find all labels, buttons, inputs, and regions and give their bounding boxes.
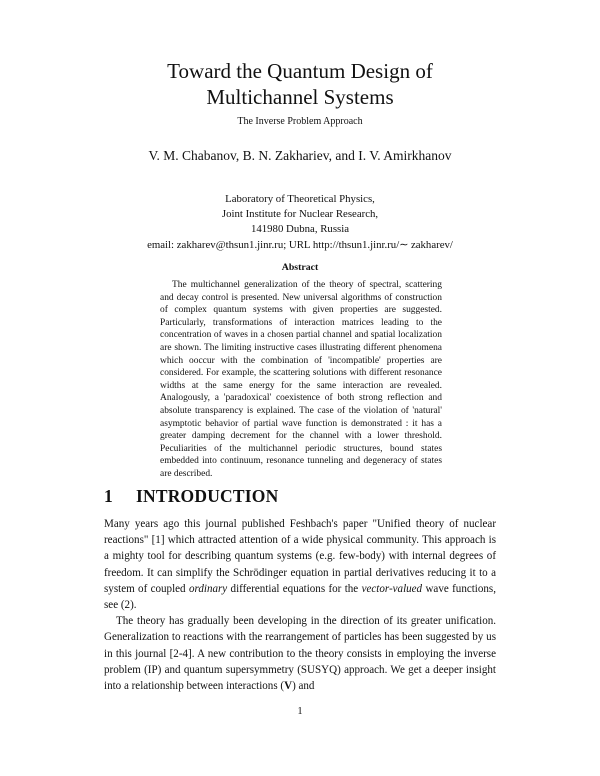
emphasis-text: vector-valued — [361, 582, 423, 595]
affiliation-line: Laboratory of Theoretical Physics, — [225, 193, 375, 205]
page-number: 1 — [297, 706, 303, 717]
abstract-body — [160, 279, 442, 481]
paragraph-text: Many years ago this journal published Feshbach's paper "Unified theory of nuclear reactions" [1] which attracted attention of a wide physical community. This approach is a mighty tool for describing quantum systems (e.g. few-body) with internal degrees of freedom. It can simplify the Schrödinger equation in partial derivatives reducing it to a system of coupled — [104, 518, 496, 595]
paragraph-text: wave functions, see (2). — [104, 582, 496, 612]
contact-line: email: zakharev@thsun1.jinr.ru; URL http://thsun1.jinr.ru/∼ zakharev/ — [147, 238, 453, 251]
paragraph-text: ) and — [292, 680, 315, 693]
body-paragraph — [104, 516, 496, 613]
section-number: 1 — [104, 486, 113, 506]
emphasis-text: ordinary — [188, 582, 228, 595]
body-paragraph — [104, 613, 496, 694]
section-heading — [104, 486, 278, 507]
section-title: INTRODUCTION — [136, 486, 279, 506]
affiliation-line: Joint Institute for Nuclear Research, — [221, 208, 379, 221]
affiliation-line: 141980 Dubna, Russia — [250, 223, 350, 236]
abstract-paragraph: The multichannel generalization of the theory of spectral, scattering and decay control is presented. New universal algorithms of construction of complex quantum systems with given properties are suggested. Particularly, transformations of interaction matrices leading to the concentration of waves in a chosen partial channel and spatial localization are shown. The limiting instructive cases illustrating different phenomena which ooccur with the combination of 'incompatible' properties are considered. For example, the scattering solutions with different resonance widths at the same energy for the same interaction are revealed. Analogously, a 'paradoxical' coexistence of both strong reflection and absolute transparency is explained. The case of the violation of 'natural' asymptotic behavior of partial wave function is demonstrated : it has a greater damping decrement for the channel with a lower threshold. Peculiarities of the multichannel periodic structures, bound states embedded into continuum, resonance tunneling and degeneracy of states are described. — [160, 280, 442, 479]
paragraph-text: differential equations for the — [227, 582, 362, 595]
paper-title: Toward the Quantum Design of Multichannel Systems — [167, 59, 433, 109]
paper-subtitle: The Inverse Problem Approach — [237, 116, 363, 127]
abstract-heading: Abstract — [281, 262, 319, 273]
bold-symbol: V — [284, 680, 293, 693]
affiliation-block — [60, 192, 540, 253]
author-list: V. M. Chabanov, B. N. Zakhariev, and I. V. Amirkhanov — [148, 148, 452, 163]
paragraph-text: The theory has gradually been developing in the direction of its greater unification. Generalization to reactions with the rearrangement of particles has been suggested by us in this journal [2-4]. A new contribution to the theory consists in employing the inverse problem (IP) and quantum supersymmetry (SUSYQ) approach. We get a deeper insight into a relationship between interactions ( — [104, 615, 496, 693]
body-text — [104, 516, 496, 694]
